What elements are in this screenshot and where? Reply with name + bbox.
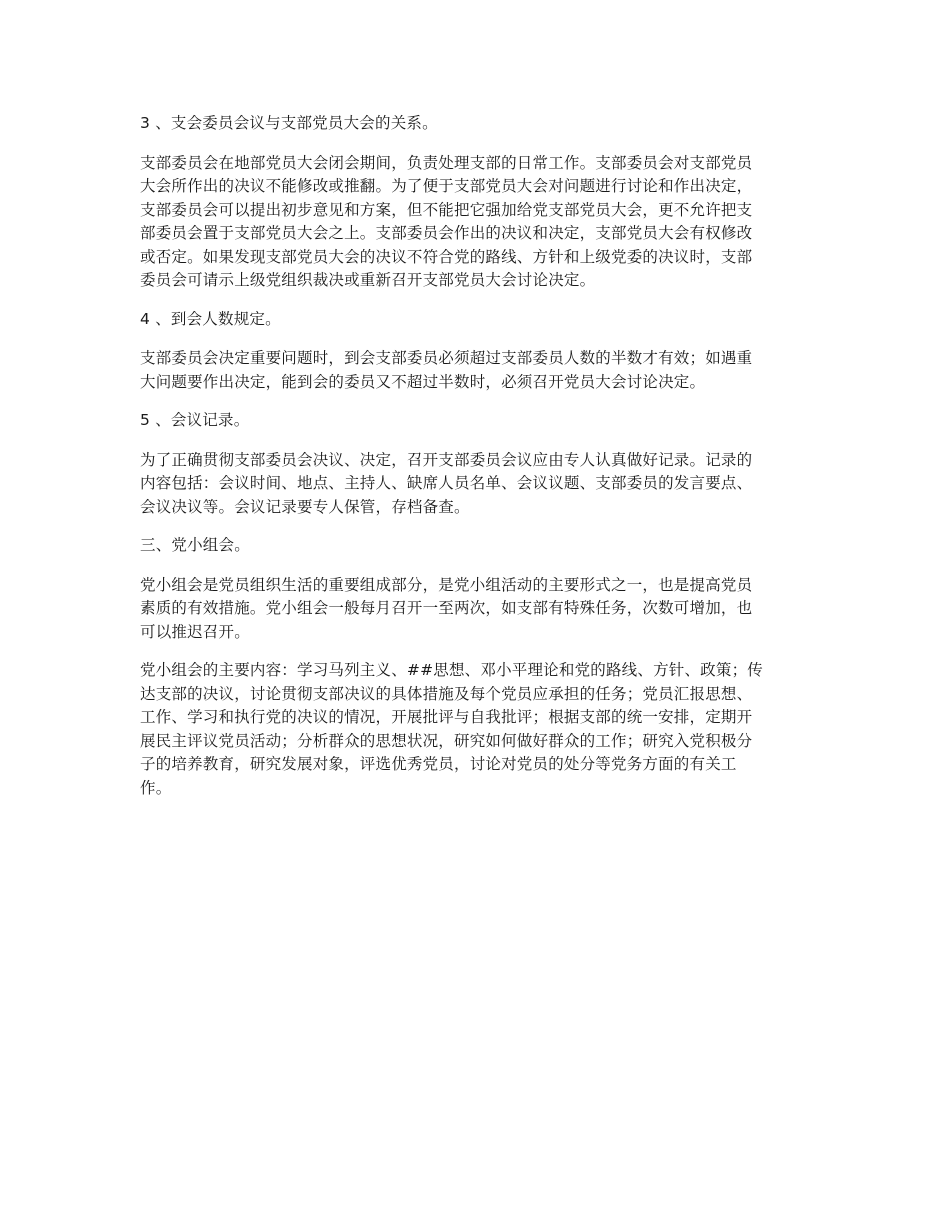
text-line: 部委员会置于支部党员大会之上。支部委员会作出的决议和决定，支部党员大会有权修改 [140, 224, 753, 242]
paragraph-party-group-intro [140, 574, 812, 645]
text-line: 三、党小组会。 [140, 536, 250, 554]
text-line: 委员会可请示上级党组织裁决或重新召开支部党员大会讨论决定。 [140, 271, 596, 289]
text-line: 达支部的决议，讨论贯彻支部决议的具体措施及每个党员应承担的任务；党员汇报思想、 [140, 684, 753, 703]
text-line: 或否定。如果发现支部党员大会的决议不符合党的路线、方针和上级党委的决议时，支部 [140, 247, 753, 266]
text-line: 4 、到会人数规定。 [140, 309, 281, 328]
text-line: 5 、会议记录。 [140, 411, 250, 429]
text-line: 工作、学习和执行党的决议的情况，开展批评与自我批评；根据支部的统一安排，定期开 [140, 708, 753, 726]
section-heading-3 [140, 112, 812, 136]
text-line: 展民主评议党员活动；分析群众的思想状况，研究如何做好群众的工作；研究入党积极分 [140, 731, 753, 750]
section-heading-party-group [140, 534, 812, 558]
text-line: 内容包括：会议时间、地点、主持人、缺席人员名单、会议议题、支部委员的发言要点、 [140, 474, 753, 492]
text-line: 大问题要作出决定，能到会的委员又不超过半数时，必须召开党员大会讨论决定。 [140, 372, 706, 391]
section-heading-5 [140, 409, 812, 433]
text-line: 素质的有效措施。党小组会一般每月召开一至两次，如支部有特殊任务，次数可增加，也 [140, 599, 753, 617]
section-heading-4 [140, 308, 812, 332]
text-line: 党小组会是党员组织生活的重要组成部分，是党小组活动的主要形式之一，也是提高党员 [140, 575, 753, 594]
text-line: 作。 [140, 778, 172, 797]
text-line: 党小组会的主要内容：学习马列主义、##思想、邓小平理论和党的路线、方针、政策；传 [140, 661, 763, 679]
paragraph-party-group-content [140, 659, 812, 800]
text-line: 3 、支会委员会议与支部党员大会的关系。 [140, 114, 438, 132]
paragraph-committee-relation [140, 152, 812, 293]
text-line: 可以推迟召开。 [140, 622, 250, 641]
paragraph-minutes [140, 449, 812, 520]
text-line: 为了正确贯彻支部委员会决议、决定，召开支部委员会议应由专人认真做好记录。记录的 [140, 450, 753, 469]
text-line: 子的培养教育，研究发展对象，评选优秀党员，讨论对党员的处分等党务方面的有关工 [140, 755, 737, 773]
text-line: 支部委员会决定重要问题时，到会支部委员必须超过支部委员人数的半数才有效；如遇重 [140, 349, 753, 367]
text-line: 支部委员会在地部党员大会闭会期间，负责处理支部的日常工作。支部委员会对支部党员 [140, 153, 753, 172]
text-line: 大会所作出的决议不能修改或推翻。为了便于支部党员大会对问题进行讨论和作出决定， [140, 177, 753, 195]
document-page [140, 112, 812, 815]
text-line: 会议决议等。会议记录要专人保管，存档备查。 [140, 497, 470, 516]
text-line: 支部委员会可以提出初步意见和方案，但不能把它强加给党支部党员大会，更不允许把支 [140, 200, 753, 219]
paragraph-quorum [140, 347, 812, 394]
